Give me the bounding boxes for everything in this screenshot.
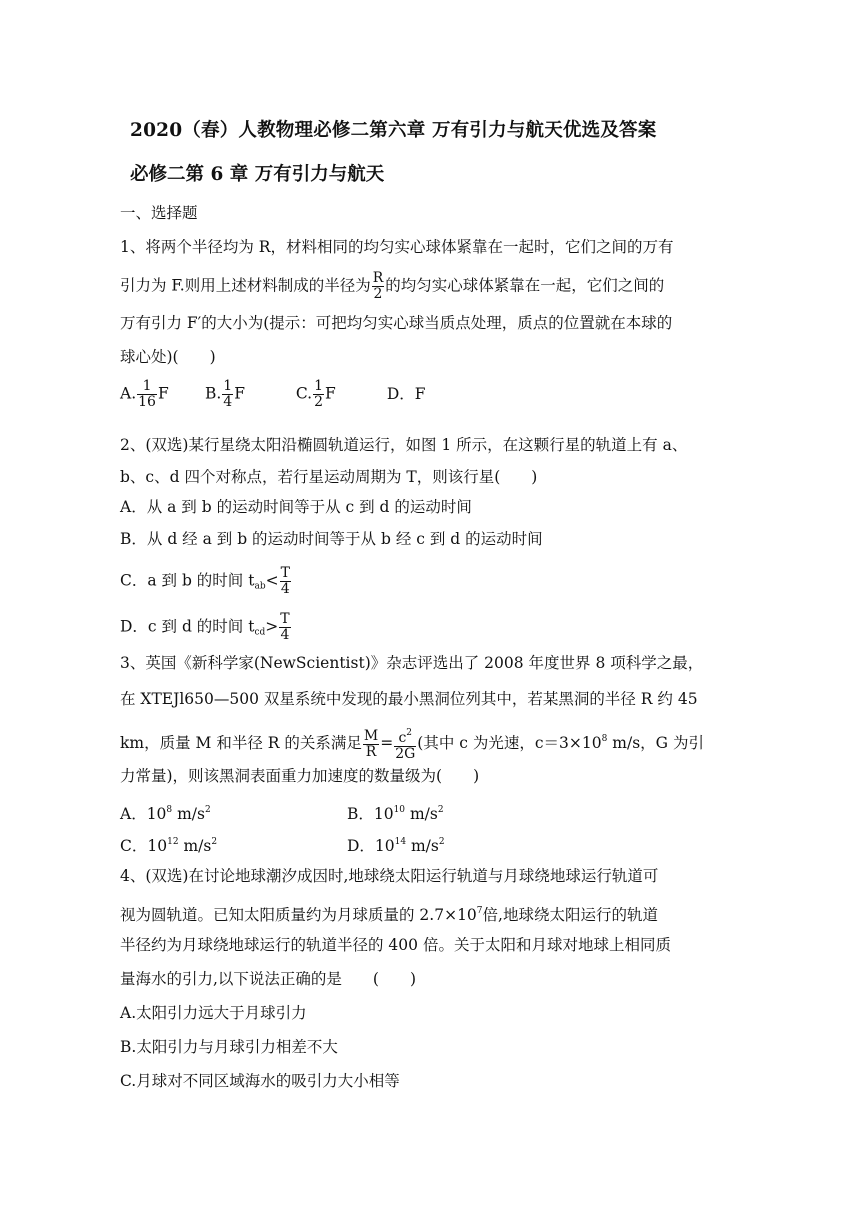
- q2-line-2: b、c、d 四个对称点，若行星运动周期为 T，则该行星( ): [120, 468, 538, 486]
- option-fraction: [313, 379, 324, 410]
- unit-exponent: 2: [204, 805, 211, 815]
- option-unit: m/s: [172, 805, 205, 823]
- q3-options-row-2: [120, 832, 445, 856]
- q1-option-d: D．F: [386, 384, 426, 403]
- frac-numerator: T: [280, 611, 290, 627]
- q2-option-b: B．从 d 经 a 到 b 的运动时间等于从 b 经 c 到 d 的运动时间: [120, 530, 543, 548]
- q4-line-2-text-b: 倍,地球绕太阳运行的轨道: [482, 906, 658, 924]
- q2-option-a: A．从 a 到 b 的运动时间等于从 c 到 d 的运动时间: [120, 498, 472, 516]
- q1-line-3: 万有引力 F′的大小为(提示：可把均匀实心球当质点处理，质点的位置就在本球的: [120, 314, 673, 332]
- comparison-operator: <: [265, 571, 279, 590]
- option-unit: F: [157, 384, 169, 403]
- q1-fraction-r-over-2: [372, 271, 385, 302]
- q2-option-c: [120, 566, 292, 597]
- q3-option-d: [347, 832, 445, 856]
- frac-denominator: 4: [223, 394, 233, 410]
- q3-fraction-m-over-r: [363, 729, 379, 760]
- option-unit: m/s: [178, 837, 212, 855]
- subscript: ab: [254, 581, 266, 592]
- option-fraction: [280, 566, 291, 597]
- frac-numerator: 1: [314, 378, 324, 394]
- frac-numerator: 1: [223, 378, 233, 394]
- q3-line-1: 3、英国《新科学家(NewScientist)》杂志评选出了 2008 年度世界 8 项科学之最，: [120, 654, 704, 672]
- exponent: 10: [393, 805, 406, 815]
- q1-line-2: [120, 271, 664, 302]
- q3-option-c: [120, 832, 342, 856]
- option-base: B．10: [346, 805, 394, 823]
- superscript: 7: [476, 906, 483, 916]
- option-unit: m/s: [405, 805, 438, 823]
- q3-line-3-text-c: m/s，G 为引: [607, 734, 704, 752]
- q3-fraction-c2-over-2g: [394, 726, 416, 762]
- option-letter: C.: [295, 384, 313, 403]
- q1-line-1: 1、将两个半径均为 R，材料相同的均匀实心球体紧靠在一起时，它们之间的万有: [120, 238, 674, 256]
- option-unit: m/s: [406, 837, 439, 855]
- q3-option-a: [120, 800, 342, 824]
- frac-denominator: 4: [280, 581, 290, 597]
- q2-option-d: [120, 612, 292, 643]
- exponent: 8: [166, 805, 173, 815]
- option-letter: B.: [204, 384, 222, 403]
- option-base: D．10: [346, 837, 395, 855]
- option-fraction: [222, 379, 233, 410]
- frac-numerator: [394, 726, 416, 747]
- option-letter: A.: [120, 384, 137, 403]
- frac-denominator: R: [365, 743, 377, 760]
- equals-sign: =: [380, 734, 394, 752]
- frac-denominator: 2G: [395, 746, 416, 762]
- numerator-base: c: [398, 730, 407, 746]
- option-fraction: [279, 612, 290, 643]
- option-base: C．10: [120, 837, 168, 855]
- unit-exponent: 2: [437, 805, 444, 815]
- superscript: 2: [406, 728, 413, 738]
- q1-option-a: [120, 379, 200, 410]
- q4-line-3: 半径约为月球绕地球运行的轨道半径的 400 倍。关于太阳和月球对地球上相同质: [120, 936, 671, 954]
- frac-denominator: 16: [138, 394, 156, 410]
- q3-options-row-1: [120, 800, 444, 824]
- unit-exponent: 2: [438, 837, 445, 847]
- exponent: 14: [394, 837, 407, 847]
- q1-line-4: 球心处)( ): [120, 348, 216, 366]
- subscript: cd: [254, 627, 266, 638]
- q2-line-1: 2、(双选)某行星绕太阳沿椭圆轨道运行，如图 1 所示，在这颗行星的轨道上有 a、: [120, 436, 688, 454]
- section-heading: 一、选择题: [120, 204, 198, 222]
- frac-denominator: 2: [373, 286, 383, 302]
- q4-line-2-text-a: 视为圆轨道。已知太阳质量约为月球质量的 2.7×10: [120, 906, 477, 924]
- q1-option-b: [205, 379, 291, 410]
- option-text: C．a 到 b 的时间 t: [120, 571, 255, 590]
- exponent: 12: [167, 837, 179, 847]
- q4-option-a: A.太阳引力远大于月球引力: [120, 1004, 307, 1022]
- document-title: 2020（春）人教物理必修二第六章 万有引力与航天优选及答案: [130, 120, 657, 141]
- frac-numerator: R: [372, 270, 384, 286]
- q3-line-3: [120, 726, 704, 762]
- q1-line-2-text-a: 引力为 F.则用上述材料制成的半径为: [120, 276, 371, 295]
- q3-line-3-text-a: km，质量 M 和半径 R 的关系满足: [120, 734, 362, 752]
- q4-line-4: 量海水的引力,以下说法正确的是 ( ): [120, 970, 417, 988]
- frac-numerator: 1: [137, 379, 157, 395]
- q4-line-2: [120, 901, 658, 925]
- frac-denominator: 4: [280, 627, 290, 643]
- q3-line-2: 在 XTEJl650—500 双星系统中发现的最小黑洞位列其中，若某黑洞的半径 R 约 45: [120, 690, 698, 708]
- q1-option-c: [296, 379, 382, 410]
- q4-option-b: B.太阳引力与月球引力相差不大: [120, 1038, 338, 1056]
- frac-numerator: M: [363, 727, 379, 744]
- superscript: 8: [601, 734, 608, 744]
- q1-line-2-text-b: 的均匀实心球体紧靠在一起，它们之间的: [385, 276, 665, 295]
- option-unit: F: [325, 384, 336, 403]
- q3-line-3-text-b: (其中 c 为光速，c＝3×10: [417, 734, 602, 752]
- q1-options: [120, 379, 426, 410]
- unit-exponent: 2: [211, 837, 218, 847]
- frac-denominator: 2: [314, 394, 324, 410]
- option-base: A．10: [120, 805, 167, 823]
- q4-line-1: 4、(双选)在讨论地球潮汐成因时,地球绕太阳运行轨道与月球绕地球运行轨道可: [120, 867, 659, 885]
- q4-option-c: C.月球对不同区域海水的吸引力大小相等: [120, 1072, 400, 1090]
- q3-line-4: 力常量)，则该黑洞表面重力加速度的数量级为( ): [120, 767, 480, 785]
- frac-numerator: T: [280, 565, 290, 581]
- chapter-subtitle: 必修二第 6 章 万有引力与航天: [130, 164, 385, 185]
- option-fraction: [137, 379, 157, 410]
- option-text: D．c 到 d 的时间 t: [120, 617, 255, 636]
- option-unit: F: [234, 384, 245, 403]
- comparison-operator: >: [265, 617, 279, 636]
- q3-option-b: [347, 800, 444, 824]
